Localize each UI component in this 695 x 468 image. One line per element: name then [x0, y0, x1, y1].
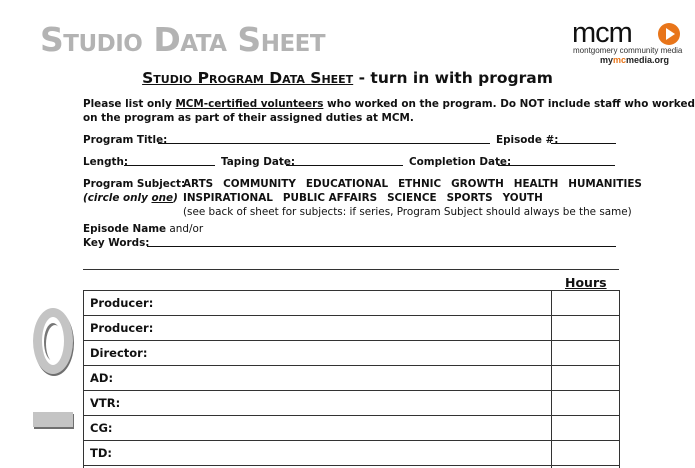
key-words-continuation-line[interactable] [83, 269, 619, 270]
crew-role-label[interactable]: Producer: [84, 291, 552, 316]
instr-part2: who worked on the program. Do NOT include staff who worked [323, 98, 695, 110]
side-letter-o-decoration [33, 308, 73, 374]
completion-date-label: Completion Date: [409, 156, 512, 168]
crew-role-label[interactable]: Producer: [84, 316, 552, 341]
hint-prefix: (circle only [83, 192, 152, 204]
crew-role-label[interactable]: VTR: [84, 391, 552, 416]
hint-suffix: ) [173, 192, 178, 204]
table-row [84, 316, 620, 341]
and-or-text: and/or [166, 223, 204, 235]
length-label: Length: [83, 156, 129, 168]
url-accent: mc [613, 55, 627, 65]
subject-row-1 [183, 177, 652, 191]
hours-cell[interactable] [552, 391, 620, 416]
taping-date-field[interactable] [286, 165, 403, 166]
side-dash-decoration [33, 412, 73, 427]
crew-role-label[interactable]: Director: [84, 341, 552, 366]
table-row [84, 366, 620, 391]
program-title-label: Program Title: [83, 134, 168, 146]
instructions-line-2: on the program as part of their assigned duties at MCM. [83, 112, 414, 124]
instr-part1: Please list only [83, 98, 176, 110]
table-row [84, 291, 620, 316]
form-title-suffix: - turn in with program [353, 69, 553, 87]
episode-number-field[interactable] [551, 143, 616, 144]
logo-url [600, 55, 669, 65]
program-subject-hint [83, 191, 178, 205]
episode-name-label [83, 222, 203, 236]
logo-subtitle: montgomery community media [573, 46, 683, 55]
taping-date-label: Taping Date: [221, 156, 296, 168]
subject-ethnic[interactable]: ETHNIC [398, 178, 442, 190]
form-title-main: Studio Program Data Sheet [142, 69, 354, 87]
subject-science[interactable]: SCIENCE [387, 192, 437, 204]
subject-health[interactable]: HEALTH [513, 178, 559, 190]
hours-cell[interactable] [552, 341, 620, 366]
table-row [84, 391, 620, 416]
hours-cell[interactable] [552, 441, 620, 466]
hours-cell[interactable] [552, 316, 620, 341]
length-field[interactable] [124, 165, 215, 166]
hours-header: Hours [565, 275, 607, 290]
table-row [84, 416, 620, 441]
hours-cell[interactable] [552, 416, 620, 441]
table-row [84, 341, 620, 366]
instructions-line-1 [83, 97, 695, 111]
subject-youth[interactable]: YOUTH [502, 192, 543, 204]
instr-highlight: MCM-certified volunteers [175, 98, 324, 110]
url-suffix: media.org [626, 55, 670, 65]
key-words-field[interactable] [147, 246, 616, 247]
subject-note: (see back of sheet for subjects: if series, Program Subject should always be the same) [183, 206, 632, 218]
program-subject-label: Program Subject: [83, 178, 186, 190]
hint-emph: one [151, 192, 174, 204]
episode-name-text: Episode Name [83, 223, 167, 235]
subject-humanities[interactable]: HUMANITIES [568, 178, 642, 190]
watermark-title: Studio Data Sheet [40, 20, 326, 59]
subject-community[interactable]: COMMUNITY [223, 178, 296, 190]
subject-row-2 [183, 191, 553, 205]
play-icon [658, 23, 680, 45]
episode-number-label: Episode #: [496, 134, 559, 146]
logo-mark: mcm [572, 17, 632, 49]
crew-table [83, 290, 620, 468]
subject-growth[interactable]: GROWTH [451, 178, 504, 190]
mcm-logo [572, 17, 692, 66]
table-row [84, 441, 620, 466]
hours-cell[interactable] [552, 366, 620, 391]
program-title-field[interactable] [158, 143, 490, 144]
key-words-label: Key Words: [83, 237, 150, 249]
subject-inspirational[interactable]: INSPIRATIONAL [183, 192, 273, 204]
completion-date-field[interactable] [498, 165, 615, 166]
form-title [0, 67, 695, 89]
crew-role-label[interactable]: AD: [84, 366, 552, 391]
crew-role-label[interactable]: CG: [84, 416, 552, 441]
subject-educational[interactable]: EDUCATIONAL [305, 178, 389, 190]
subject-arts[interactable]: ARTS [183, 178, 214, 190]
url-prefix: my [600, 55, 614, 65]
subject-public-affairs[interactable]: PUBLIC AFFAIRS [282, 192, 378, 204]
hours-cell[interactable] [552, 291, 620, 316]
subject-sports[interactable]: SPORTS [446, 192, 493, 204]
crew-role-label[interactable]: TD: [84, 441, 552, 466]
